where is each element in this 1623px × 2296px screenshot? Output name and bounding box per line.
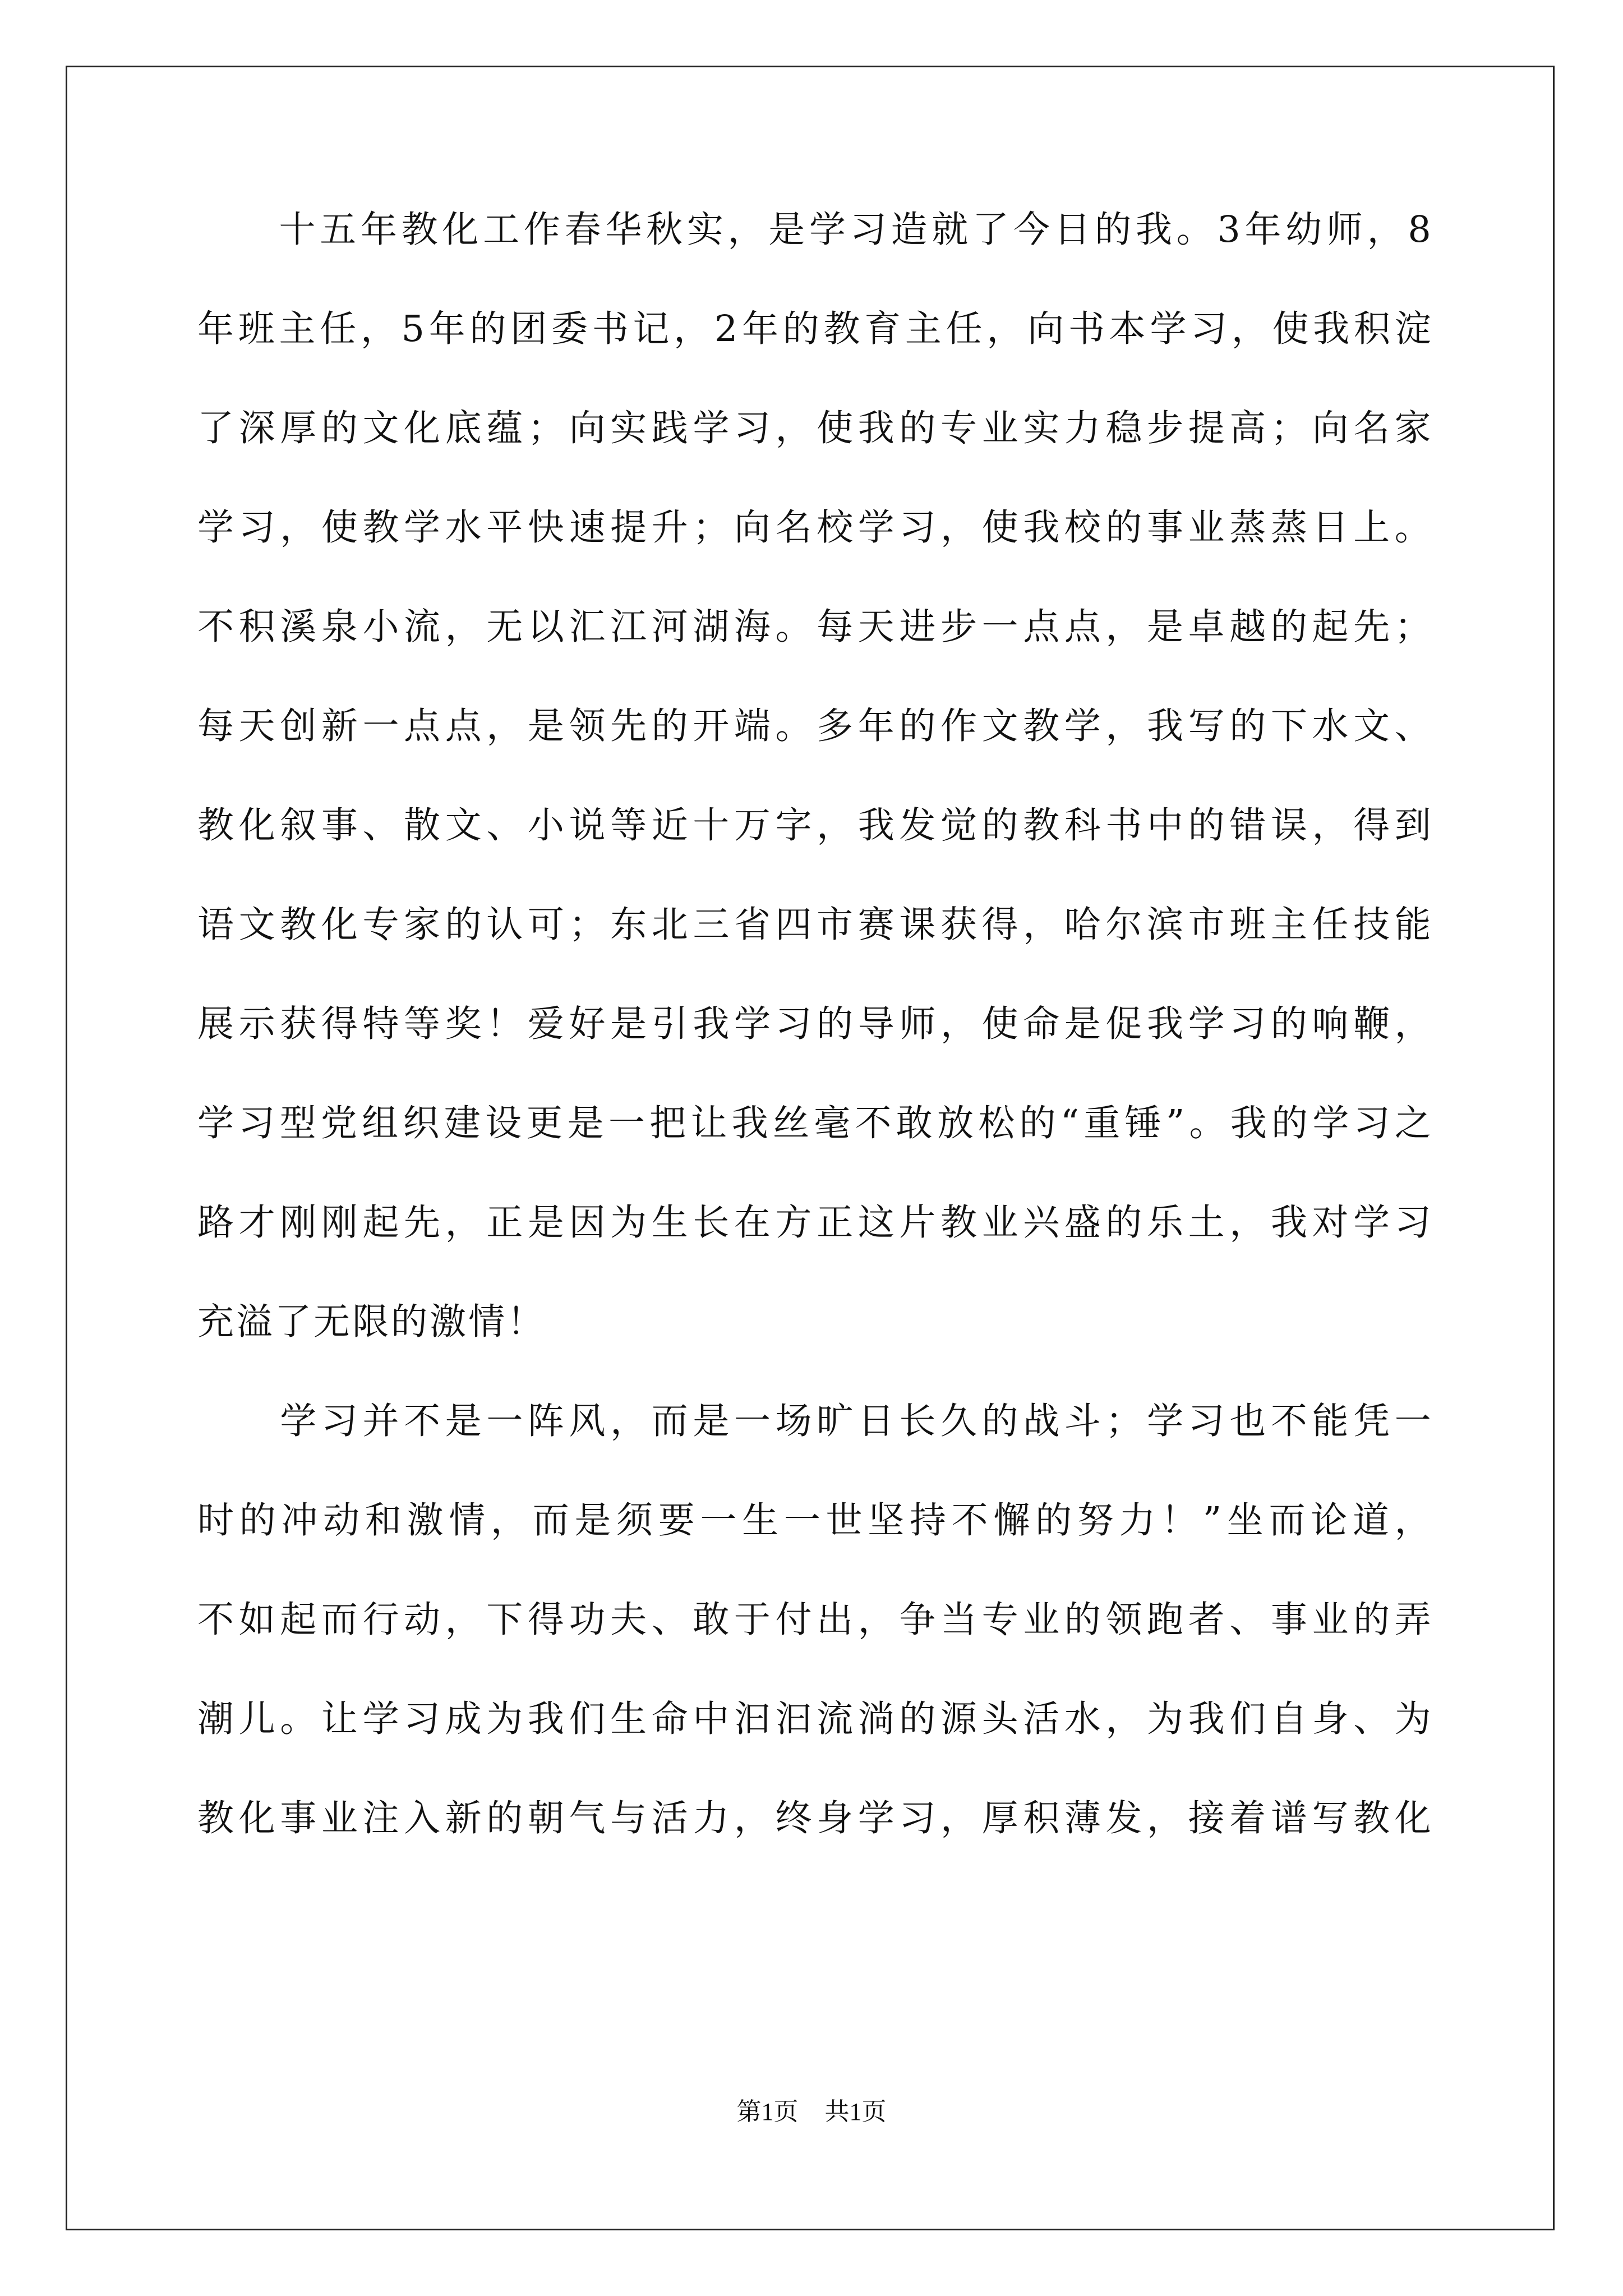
- text-line: 教 化 叙 事 、 散 文 、 小 说 等 近 十 万 字 ， 我 发 觉 的 教 科 书 中 的 错 误 ， 得 到: [197, 804, 1431, 846]
- text-line: 路 才 刚 刚 起 先 ， 正 是 因 为 生 长 在 方 正 这 片 教 业 兴 盛 的 乐 土 ， 我 对 学 习: [197, 1202, 1431, 1244]
- text-line: 教 化 事 业 注 入 新 的 朝 气 与 活 力 ， 终 身 学 习 ， 厚 积 薄 发 ， 接 着 谱 写 教 化: [197, 1797, 1431, 1839]
- text-line: 学 习 并 不 是 一 阵 风 ， 而 是 一 场 旷 日 长 久 的 战 斗 ； 学 习 也 不 能 凭 一: [280, 1400, 1431, 1442]
- page-total: 共1页: [824, 2098, 887, 2125]
- text-line: 每 天 创 新 一 点 点 ， 是 领 先 的 开 端 。 多 年 的 作 文 教 学 ， 我 写 的 下 水 文 、: [197, 705, 1431, 747]
- text-line: 潮 儿 。 让 学 习 成 为 我 们 生 命 中 汩 汩 流 淌 的 源 头 活 水 ， 为 我 们 自 身 、 为: [197, 1698, 1431, 1740]
- text-line: 十 五 年 教 化 工 作 春 华 秋 实 ， 是 学 习 造 就 了 今 日 的 我 。 3 年 幼 师 ， 8: [279, 209, 1431, 251]
- text-line: 语 文 教 化 专 家 的 认 可 ； 东 北 三 省 四 市 赛 课 获 得 ， 哈 尔 滨 市 班 主 任 技 能: [197, 904, 1431, 946]
- text-line: 展 示 获 得 特 等 奖 ！ 爱 好 是 引 我 学 习 的 导 师 ， 使 命 是 促 我 学 习 的 响 鞭 ，: [197, 1003, 1431, 1045]
- text-line: 充 溢 了 无 限 的 激 情 ！: [197, 1301, 544, 1343]
- page-number: 第1页: [736, 2098, 799, 2125]
- text-line: 学 习 ， 使 教 学 水 平 快 速 提 升 ； 向 名 校 学 习 ， 使 我 校 的 事 业 蒸 蒸 日 上 。: [197, 507, 1431, 549]
- text-line: 不 积 溪 泉 小 流 ， 无 以 汇 江 河 湖 海 。 每 天 进 步 一 点 点 ， 是 卓 越 的 起 先 ；: [197, 606, 1431, 648]
- text-line: 学 习 型 党 组 织 建 设 更 是 一 把 让 我 丝 毫 不 敢 放 松 的 “ 重 锤 ” 。 我 的 学 习 之: [197, 1102, 1431, 1144]
- text-line: 了 深 厚 的 文 化 底 蕴 ； 向 实 践 学 习 ， 使 我 的 专 业 实 力 稳 步 提 高 ； 向 名 家: [197, 407, 1431, 449]
- text-line: 时 的 冲 动 和 激 情 ， 而 是 须 要 一 生 一 世 坚 持 不 懈 的 努 力 ！ ” 坐 而 论 道 ，: [197, 1499, 1431, 1542]
- text-line: 年 班 主 任 ， 5 年 的 团 委 书 记 ， 2 年 的 教 育 主 任 ， 向 书 本 学 习 ， 使 我 积 淀: [197, 308, 1431, 350]
- text-line: 不 如 起 而 行 动 ， 下 得 功 夫 、 敢 于 付 出 ， 争 当 专 业 的 领 跑 者 、 事 业 的 弄: [197, 1599, 1431, 1641]
- page-footer: [0, 2095, 1623, 2129]
